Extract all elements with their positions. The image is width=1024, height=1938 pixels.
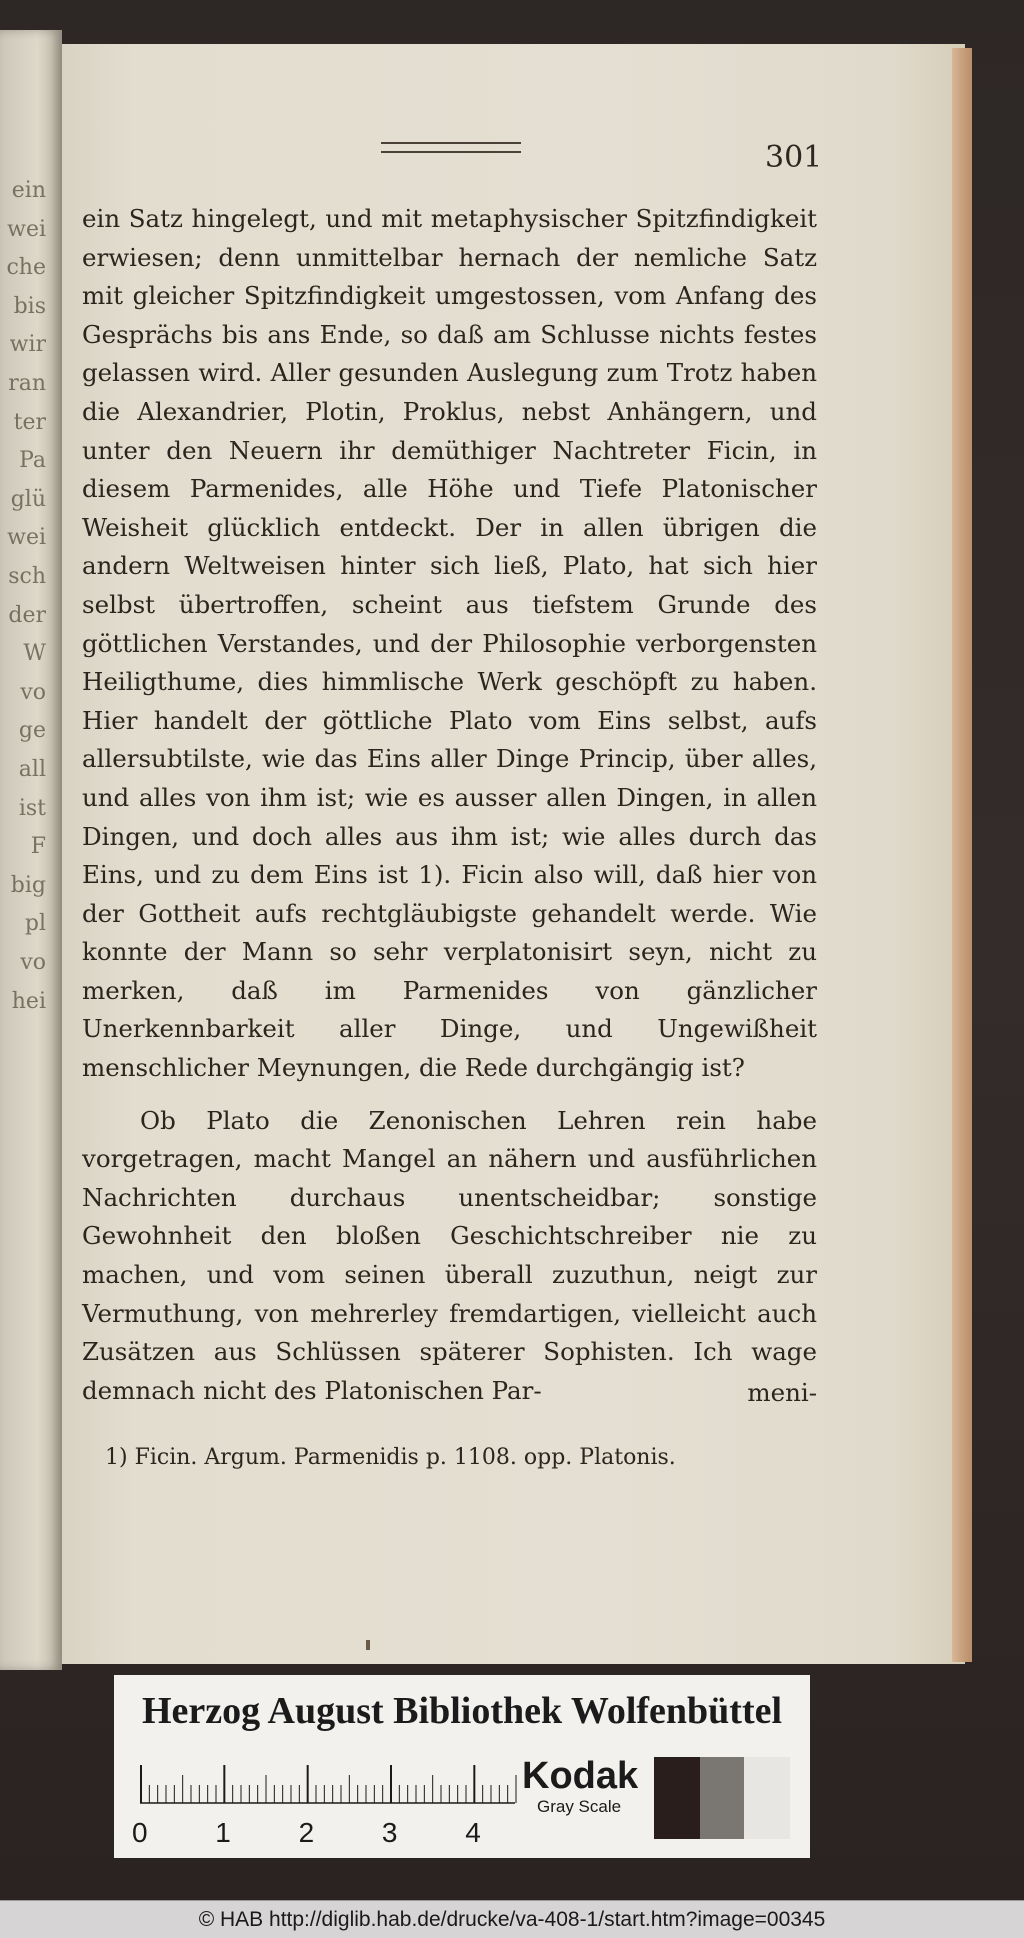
ruler-label: 4 [465, 1817, 481, 1848]
facing-page-fragment: vo [20, 950, 46, 975]
catchword: meni- [747, 1378, 817, 1407]
gray-swatch [700, 1757, 744, 1839]
body-text [82, 200, 817, 1410]
facing-page-fragment: ge [18, 718, 46, 744]
footnote: 1) Ficin. Argum. Parmenidis p. 1108. opp. Platonis. [105, 1445, 676, 1470]
facing-page-fragment: pl [24, 911, 46, 937]
gray-swatch [744, 1757, 790, 1839]
facing-page-edge [0, 30, 62, 1670]
copyright-text: © HAB http://diglib.hab.de/drucke/va-408-1/start.htm?image=00345 [198, 1908, 826, 1931]
facing-page-fragment: ist [18, 795, 46, 821]
facing-page-fragment: hei [11, 988, 46, 1014]
color-target-card [114, 1675, 810, 1858]
facing-page-fragment: Pa [19, 448, 46, 474]
facing-page-fragment: ran [8, 371, 46, 396]
ruler-label: 3 [381, 1817, 398, 1848]
facing-page-fragment: big [10, 872, 46, 898]
gray-scale-label: Gray Scale [537, 1797, 622, 1816]
kodak-logo: Kodak [522, 1755, 639, 1797]
facing-page-fragment: che [6, 255, 46, 281]
header-ornament-rule [381, 142, 521, 153]
page-number: 301 [765, 140, 823, 175]
ruler-label: 1 [215, 1817, 231, 1848]
facing-page-fragment: ter [13, 409, 46, 435]
ruler-labels [134, 1817, 534, 1847]
facing-page-fragment: W [23, 641, 46, 667]
facing-page-fragment: F [30, 834, 46, 860]
facing-page-fragment: ein [11, 178, 46, 203]
paragraph-1: ein Satz hingelegt, und mit metaphysischer Spitzfindigkeit erwiesen; denn unmittelbar hernach der nemliche Satz mit gleicher Spitzfindigkeit umgestossen, vom Anfang des Gesprächs bis ans Ende, so daß am Schlusse nichts festes gelassen wird. Aller gesunden Auslegung zum Trotz haben die Alexandrier, Plotin, Proklus, nebst Anhängern, und unter den Neuern ihr demüthiger Nachtreter Ficin, in diesem Parmenides, alle Höhe und Tiefe Platonischer Weisheit glücklich entdeckt. Der in allen übrigen die andern Weltweisen hinter sich ließ, Plato, hat sich hier selbst übertroffen, scheint aus tiefstem Grunde des göttlichen Verstandes, und der Philosophie verborgensten Heiligthume, dies himmlische Werk geschöpft zu haben. Hier handelt der göttliche Plato vom Eins selbst, aufs allersubtilste, wie das Eins aller Dinge Princip, über alles, und alles von ihm ist; wie es ausser allen Dingen, in allen Dingen, und doch alles aus ihm ist; wie alles durch das Eins, und zu dem Eins ist 1). Ficin also will, daß hier von der Gottheit aufs rechtgläubigste gehandelt werde. Wie konnte der Mann so sehr verplatonisirt seyn, nicht zu merken, daß im Parmenides von gänzlicher Unerkennbarkeit aller Dinge, und Ungewißheit menschlicher Meynungen, die Rede durchgängig ist? [82, 204, 817, 1083]
facing-page-fragment: glü [10, 486, 46, 512]
ruler-label: 2 [298, 1817, 315, 1848]
facing-page-fragment: der [8, 602, 46, 628]
page-fore-edge [952, 48, 972, 1662]
facing-page-fragment: vo [20, 679, 46, 705]
paragraph-2: Ob Plato die Zenonischen Lehren rein habe vorgetragen, macht Mangel an nähern und ausführlichen Nachrichten durchaus unentscheidbar; sonstige Gewohnheit den bloßen Geschichtschreiber nie zu machen, und vom seinen überall zuzuthun, neigt zur Vermuthung, von mehrerley fremdartigen, vielleicht auch Zusätzen aus Schlüssen späterer Sophisten. Ich wage demnach nicht des Platonischen Par- [82, 1105, 817, 1405]
facing-page-fragment: wir [9, 332, 46, 358]
ruler-label: 0 [132, 1817, 148, 1848]
facing-page-fragment: bis [13, 293, 46, 319]
facing-page-fragment: sch [8, 564, 46, 589]
ruler-scale [140, 1765, 525, 1813]
footer-bar [0, 1900, 1024, 1938]
page-bottom-mark [366, 1640, 370, 1650]
facing-page-fragment: wei [7, 525, 46, 551]
library-name: Herzog August Bibliothek Wolfenbüttel [141, 1690, 783, 1732]
facing-page-fragment: all [18, 757, 46, 782]
facing-page-fragment: wei [7, 216, 46, 242]
gray-swatch [654, 1757, 700, 1839]
